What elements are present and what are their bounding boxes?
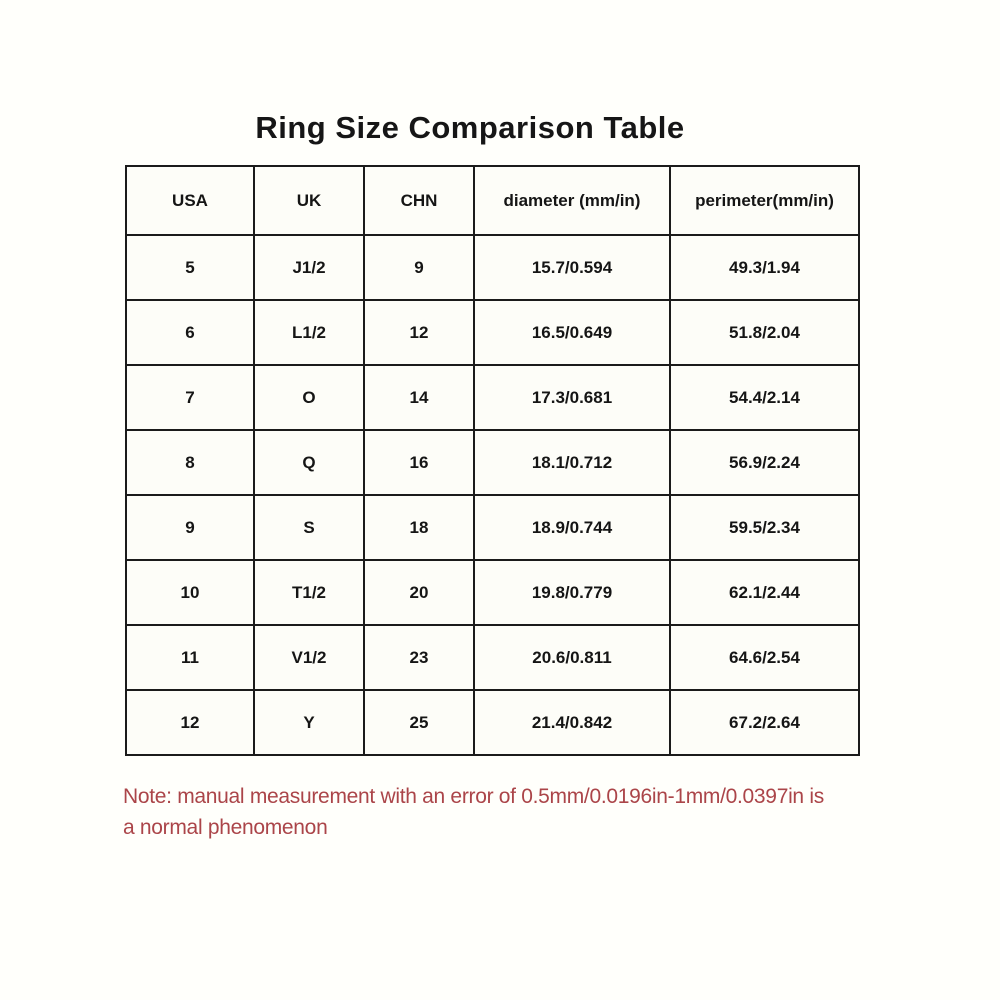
table-cell: J1/2: [254, 235, 364, 300]
table-cell: 67.2/2.64: [670, 690, 859, 755]
table-cell: 18.9/0.744: [474, 495, 670, 560]
table-cell: 14: [364, 365, 474, 430]
table-cell: L1/2: [254, 300, 364, 365]
table-cell: T1/2: [254, 560, 364, 625]
table-cell: S: [254, 495, 364, 560]
table-cell: Q: [254, 430, 364, 495]
table-cell: 9: [126, 495, 254, 560]
table-row: [126, 430, 859, 495]
table-cell: 59.5/2.34: [670, 495, 859, 560]
note-line-2: a normal phenomenon: [123, 816, 328, 839]
table-cell: 11: [126, 625, 254, 690]
table-cell: 49.3/1.94: [670, 235, 859, 300]
table-row: [126, 690, 859, 755]
table-cell: 16: [364, 430, 474, 495]
table-cell: 9: [364, 235, 474, 300]
column-header-usa: USA: [126, 166, 254, 235]
table-cell: 12: [364, 300, 474, 365]
table-cell: 18: [364, 495, 474, 560]
table-cell: V1/2: [254, 625, 364, 690]
table-cell: 15.7/0.594: [474, 235, 670, 300]
table-cell: 64.6/2.54: [670, 625, 859, 690]
table-cell: 18.1/0.712: [474, 430, 670, 495]
table-row: [126, 625, 859, 690]
table-row: [126, 495, 859, 560]
table-cell: 23: [364, 625, 474, 690]
table-cell: 6: [126, 300, 254, 365]
table-row: [126, 365, 859, 430]
table-cell: 17.3/0.681: [474, 365, 670, 430]
table-cell: 54.4/2.14: [670, 365, 859, 430]
column-header-uk: UK: [254, 166, 364, 235]
table-cell: 10: [126, 560, 254, 625]
measurement-note: [123, 781, 893, 843]
table-cell: 21.4/0.842: [474, 690, 670, 755]
page-title: Ring Size Comparison Table: [255, 110, 685, 145]
table-cell: 25: [364, 690, 474, 755]
table-cell: 7: [126, 365, 254, 430]
table-cell: 62.1/2.44: [670, 560, 859, 625]
table-cell: 8: [126, 430, 254, 495]
table-row: [126, 560, 859, 625]
table-cell: 12: [126, 690, 254, 755]
column-header-diameter: diameter (mm/in): [474, 166, 670, 235]
column-header-perimeter: perimeter(mm/in): [670, 166, 859, 235]
table-cell: 20.6/0.811: [474, 625, 670, 690]
table-cell: 56.9/2.24: [670, 430, 859, 495]
table-cell: O: [254, 365, 364, 430]
note-line-1: Note: manual measurement with an error of 0.5mm/0.0196in-1mm/0.0397in is: [123, 785, 824, 808]
table-cell: 51.8/2.04: [670, 300, 859, 365]
table-cell: 19.8/0.779: [474, 560, 670, 625]
table-body: [126, 235, 859, 755]
table-cell: 16.5/0.649: [474, 300, 670, 365]
table-cell: 20: [364, 560, 474, 625]
table-row: [126, 235, 859, 300]
table-row: [126, 300, 859, 365]
column-header-chn: CHN: [364, 166, 474, 235]
table-cell: 5: [126, 235, 254, 300]
table-header-row: [126, 166, 859, 235]
table-cell: Y: [254, 690, 364, 755]
ring-size-table: [125, 165, 860, 756]
